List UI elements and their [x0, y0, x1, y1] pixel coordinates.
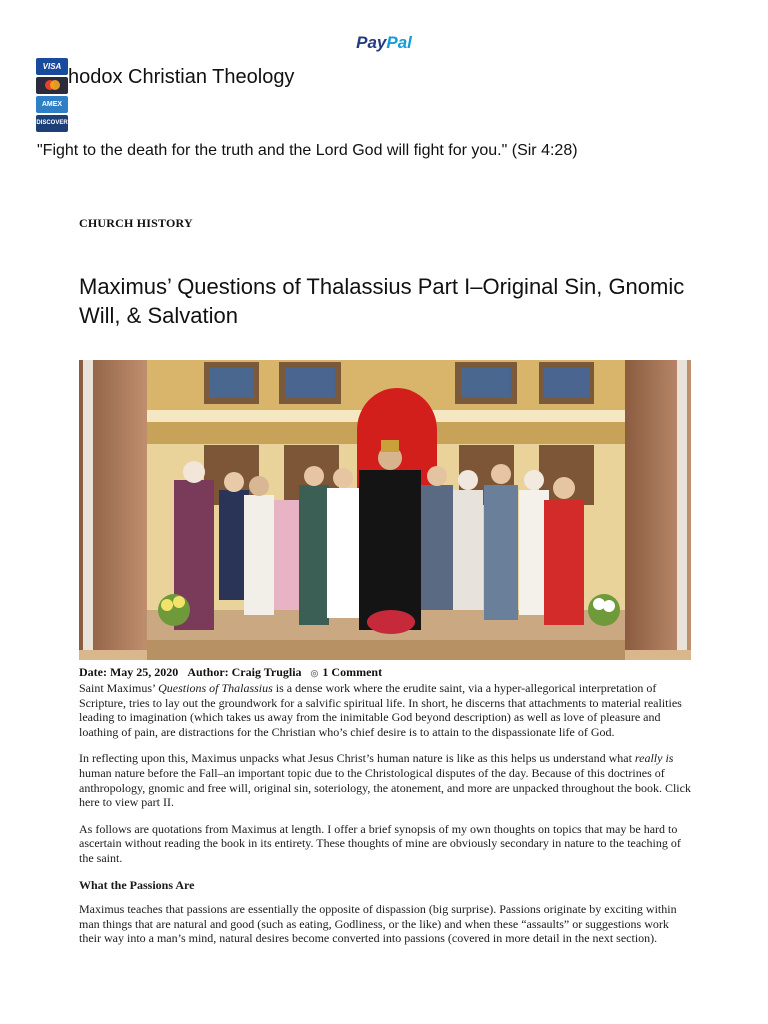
payment-cards: [36, 58, 68, 134]
paragraph-1: Saint Maximus’ Questions of Thalassius is a dense work where the erudite saint, via a hyper-allegorical interpretation of Scripture, tries to lay out the groundwork for a salvific spiritual life. In short, he discerns that attachments to material realities leading to imagination (which takes us away from the inimitable God beyond description) as well as love of pleasure and loathing of pain, are distractions for the Christian who’s chief desire is to attain to the dispassionate life of God.: [79, 681, 682, 739]
section-heading: What the Passions Are: [79, 877, 195, 892]
featured-image: [79, 360, 691, 660]
visa-card-icon: VISA: [36, 58, 68, 75]
comment-icon: ◎: [310, 668, 319, 678]
post-title: Maximus’ Questions of Thalassius Part I–Original Sin, Gnomic Will, & Salvation: [79, 274, 685, 328]
paragraph-4: Maximus teaches that passions are essentially the opposite of dispassion (big surprise). Passions originate by exciting within man things that are natural and good (such as eating, Godliness, or the like) and when these “assaults” or suggestions work their way into a man’s mind, natural desires become converted into passions (covered in more detail in the next section).: [79, 902, 677, 946]
paypal-pay: Pay: [356, 33, 387, 52]
discover-card-icon: DISCOVER: [36, 115, 68, 132]
comments-link[interactable]: 1 Comment: [322, 665, 383, 679]
paypal-pal: Pal: [386, 33, 412, 52]
paragraph-2: In reflecting upon this, Maximus unpacks what Jesus Christ’s human nature is like as this helps us understand what really is human nature before the Fall–an important topic due to the Christological disputes of the day. Because of this doctrines of anthropology, gnomic and free will, original sin, soteriology, the atonement, and more are unpacked throughout the book. Click here to view part II.: [79, 751, 691, 810]
post-author[interactable]: Author: Craig Truglia: [187, 665, 302, 679]
post-date: Date: May 25, 2020: [79, 665, 179, 679]
category-link[interactable]: CHURCH HISTORY: [79, 216, 193, 230]
paypal-logo[interactable]: [0, 26, 768, 52]
post-content: [79, 681, 693, 958]
mastercard-card-icon: [36, 77, 68, 94]
amex-card-icon: AMEX: [36, 96, 68, 113]
site-title[interactable]: hodox Christian Theology: [68, 66, 295, 88]
paragraph-3: As follows are quotations from Maximus at length. I offer a brief synopsis of my own thoughts on topics that may be hard to ascertain without reading the book in its entirety. These thoughts of mine are obviously secondary in nature to the teaching of the saint.: [79, 821, 681, 865]
post-meta: [79, 665, 382, 680]
site-tagline: "Fight to the death for the truth and the Lord God will fight for you." (Sir 4:28): [37, 142, 578, 159]
